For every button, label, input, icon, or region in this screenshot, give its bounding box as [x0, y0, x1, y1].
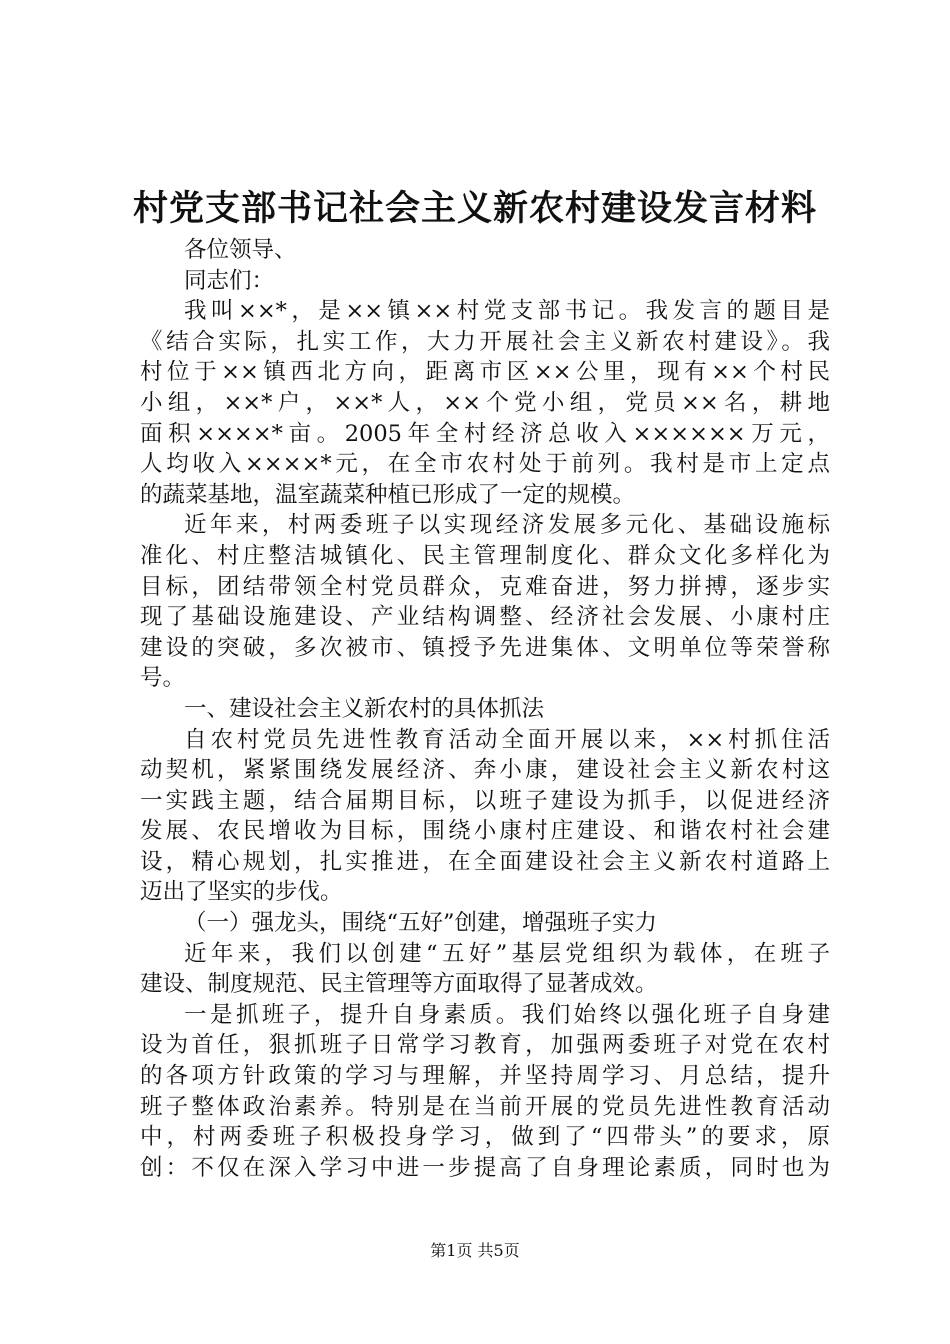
body-line: 中，村两委班子积极投身学习，做到了“四带头”的要求，原 [140, 1124, 830, 1151]
body-line: （一）强龙头，围绕“五好”创建，增强班子实力 [184, 910, 658, 937]
body-line: 发展、农民增收为目标，围绕小康村庄建设、和谐农村社会建 [140, 818, 830, 845]
body-line: 目标，团结带领全村党员群众，克难奋进，努力拼搏，逐步实 [140, 573, 830, 600]
body-line: 近年来，村两委班子以实现经济发展多元化、基础设施标 [184, 512, 830, 539]
body-line: 现了基础设施建设、产业结构调整、经济社会发展、小康村庄 [140, 604, 830, 631]
body-line: 自农村党员先进性教育活动全面开展以来，××村抓住活 [184, 726, 830, 753]
body-line: 面积××××*亩。2005年全村经济总收入××××××万元， [140, 420, 830, 447]
body-line: 一是抓班子，提升自身素质。我们始终以强化班子自身建 [184, 1001, 830, 1028]
body-line: 建设的突破，多次被市、镇授予先进集体、文明单位等荣誉称 [140, 634, 830, 661]
body-line: 创：不仅在深入学习中进一步提高了自身理论素质，同时也为 [140, 1154, 830, 1181]
body-line: 一、建设社会主义新农村的具体抓法 [184, 695, 545, 722]
body-line: 的蔬菜基地，温室蔬菜种植已形成了一定的规模。 [140, 481, 636, 508]
body-line: 村位于××镇西北方向，距离市区××公里，现有××个村民 [140, 359, 830, 386]
body-line: 的各项方针政策的学习与理解，并坚持周学习、月总结，提升 [140, 1063, 830, 1090]
body-line: 《结合实际，扎实工作，大力开展社会主义新农村建设》。我 [140, 328, 830, 355]
body-line: 我叫××*，是××镇××村党支部书记。我发言的题目是 [184, 298, 830, 325]
body-line: 各位领导、 [184, 237, 297, 263]
body-line: 建设、制度规范、民主管理等方面取得了显著成效。 [140, 971, 658, 998]
document-title: 村党支部书记社会主义新农村建设发言材料 [132, 188, 817, 229]
body-line: 人均收入××××*元，在全市农村处于前列。我村是市上定点 [140, 451, 830, 478]
page-footer: 第1页 共5页 [430, 1241, 520, 1260]
body-line: 动契机，紧紧围绕发展经济、奔小康，建设社会主义新农村这 [140, 757, 830, 784]
body-line: 一实践主题，结合届期目标，以班子建设为抓手，以促进经济 [140, 787, 830, 814]
body-line: 同志们： [184, 267, 275, 294]
body-line: 近年来，我们以创建“五好”基层党组织为载体，在班子 [184, 940, 830, 967]
body-line: 班子整体政治素养。特别是在当前开展的党员先进性教育活动 [140, 1093, 830, 1120]
body-line: 设为首任，狠抓班子日常学习教育，加强两委班子对党在农村 [140, 1032, 830, 1059]
document-body [140, 235, 830, 1183]
body-line: 小组，××*户，××*人，××个党小组，党员××名，耕地 [140, 389, 830, 416]
body-line: 号。 [140, 665, 186, 692]
body-line: 迈出了坚实的步伐。 [140, 879, 343, 906]
body-line: 设，精心规划，扎实推进，在全面建设社会主义新农村道路上 [140, 848, 830, 875]
body-line: 准化、村庄整洁城镇化、民主管理制度化、群众文化多样化为 [140, 542, 830, 569]
